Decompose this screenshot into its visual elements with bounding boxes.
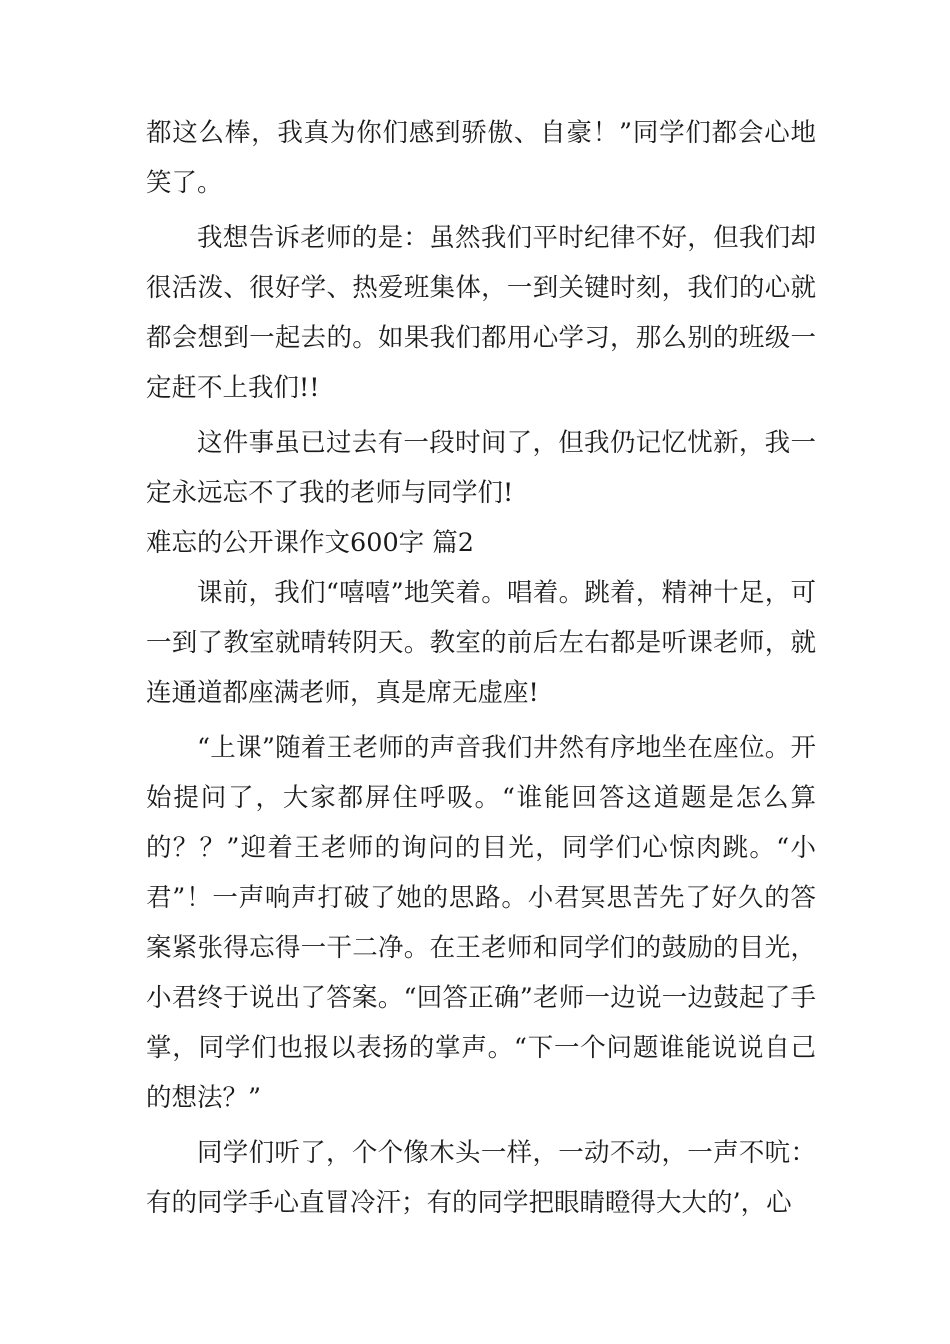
document-body	[146, 108, 816, 1228]
paragraph: 课前，我们“嘻嘻”地笑着。唱着。跳着，精神十足，可一到了教室就晴转阴天。教室的前后左右都是听课老师，就连通道都座满老师，真是席无虚座!	[146, 578, 816, 708]
paragraph: 同学们听了，个个像木头一样，一动不动，一声不吭：有的同学手心直冒冷汗；有的同学把眼睛瞪得大大的’，心	[146, 1138, 816, 1218]
paragraph: 我想告诉老师的是：虽然我们平时纪律不好，但我们却很活泼、很好学、热爱班集体，一到关键时刻，我们的心就都会想到一起去的。如果我们都用心学习，那么别的班级一定赶不上我们!!	[146, 223, 816, 403]
section-heading: 难忘的公开课作文600字 篇2	[146, 528, 475, 558]
paragraph: 这件事虽已过去有一段时间了，但我仍记忆忧新，我一定永远忘不了我的老师与同学们!	[146, 428, 816, 508]
paragraph-continued: 都这么棒，我真为你们感到骄傲、自豪！”同学们都会心地笑了。	[146, 118, 816, 198]
paragraph: “上课”随着王老师的声音我们井然有序地坐在座位。开始提问了，大家都屏住呼吸。“谁能回答这道题是怎么算的？？”迎着王老师的询问的目光，同学们心惊肉跳。“小君”！一声响声打破了她的思路。小君冥思苦先了好久的答案紧张得忘得一干二净。在王老师和同学们的鼓励的目光，小君终于说出了答案。“回答正确”老师一边说一边鼓起了手掌，同学们也报以表扬的掌声。“下一个问题谁能说说自己的想法？”	[146, 733, 816, 1113]
